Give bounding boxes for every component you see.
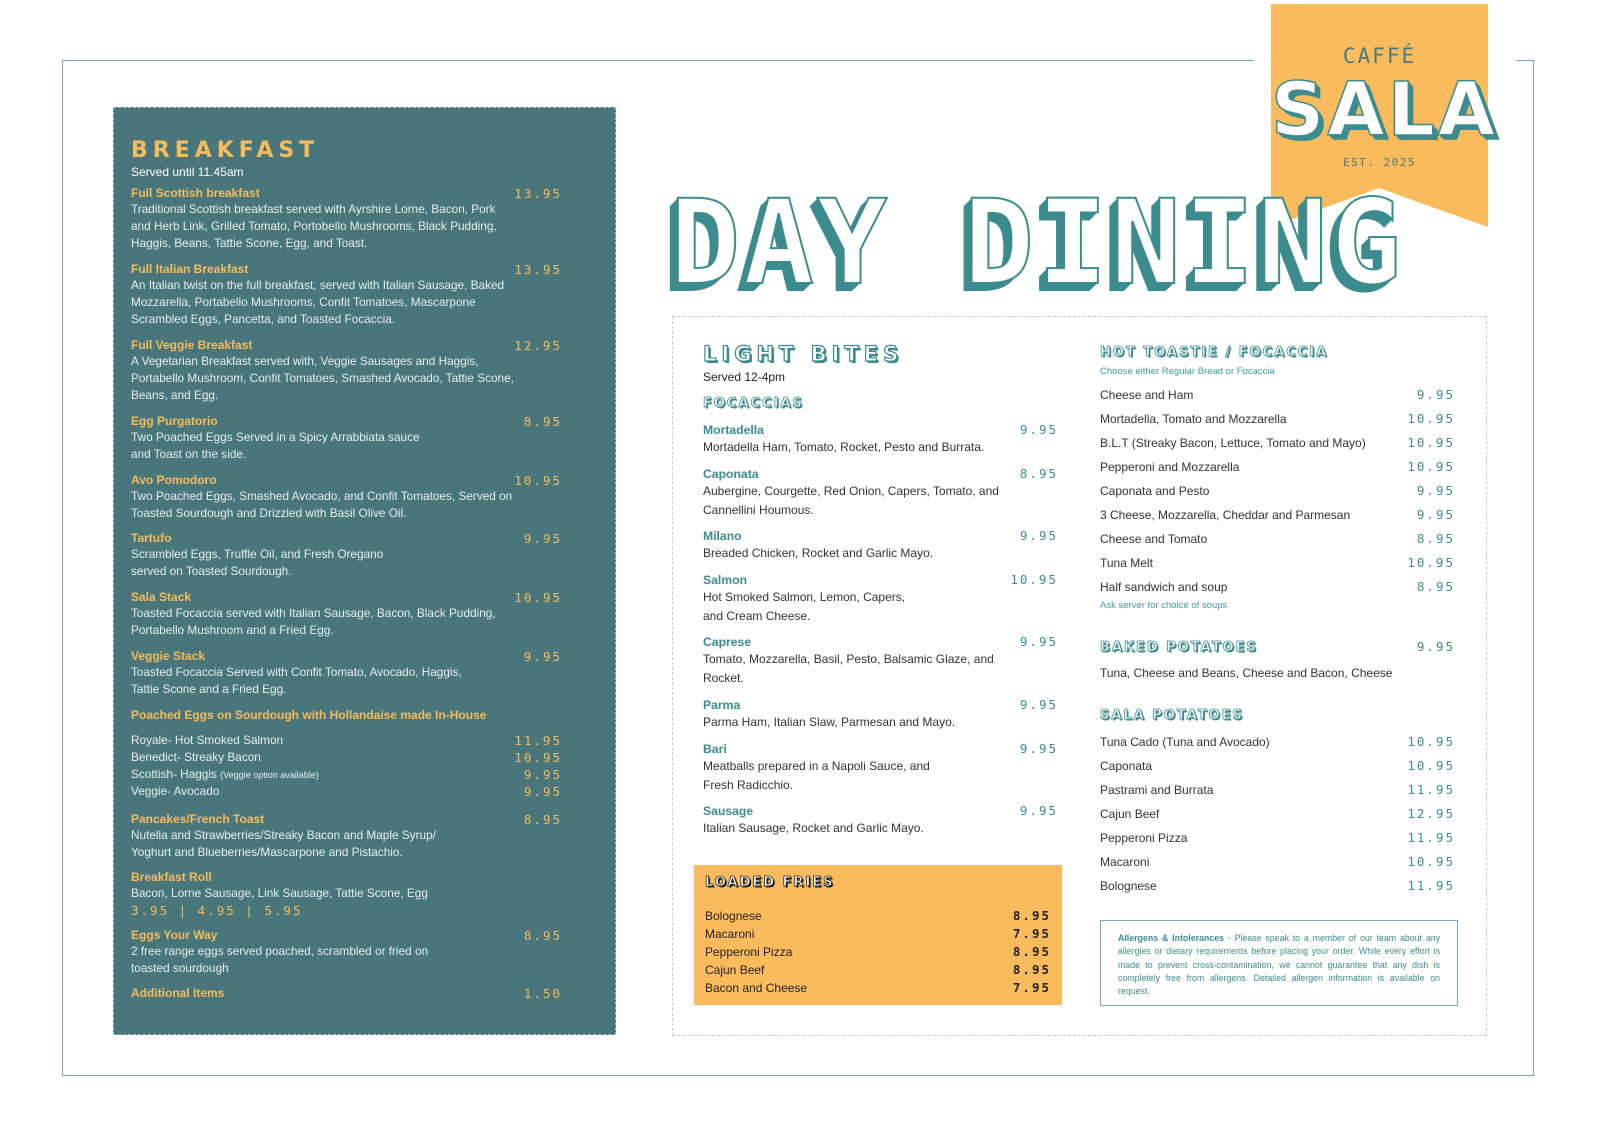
item-price: 7.95 bbox=[1012, 980, 1051, 995]
item-price: 10.95 bbox=[1407, 758, 1455, 773]
baked-potatoes-heading: BAKED POTATOES bbox=[1100, 640, 1258, 655]
menu-item bbox=[131, 590, 601, 639]
list-item bbox=[1100, 434, 1455, 452]
item-desc: Traditional Scottish breakfast served with Ayrshire Lorne, Bacon, Pork and Herb Link, Grilled Tomato, Portobello Mushrooms, Black Pudding, Haggis, Beans, Tattie Scone, Egg, and Toast. bbox=[131, 202, 497, 250]
item-name: Cajun Beef bbox=[705, 963, 765, 977]
item-price: 10.95 bbox=[514, 590, 562, 605]
item-price: 10.95 bbox=[1407, 734, 1455, 749]
item-price: 8.95 bbox=[523, 414, 562, 429]
list-item bbox=[1100, 757, 1455, 775]
item-price: 10.95 bbox=[1407, 459, 1455, 474]
list-item bbox=[1100, 482, 1455, 500]
item-price: 10.95 bbox=[1407, 854, 1455, 869]
menu-item bbox=[131, 649, 601, 698]
list-item bbox=[1100, 386, 1455, 404]
item-name: Cheese and Tomato bbox=[1100, 532, 1208, 546]
loaded-fries-box bbox=[694, 865, 1062, 1005]
menu-item bbox=[131, 812, 601, 861]
item-price: 9.95 bbox=[523, 531, 562, 546]
item-desc: Tomato, Mozzarella, Basil, Pesto, Balsamic Glaze, and Rocket. bbox=[703, 652, 994, 685]
item-name: Tartufo bbox=[131, 531, 172, 545]
list-item bbox=[131, 766, 601, 783]
item-price: 11.95 bbox=[1407, 830, 1455, 845]
list-item bbox=[1100, 554, 1455, 572]
badge-caffe: CAFFÉ bbox=[1342, 44, 1417, 68]
menu-item bbox=[131, 473, 601, 522]
item-name: Bolognese bbox=[705, 909, 762, 923]
menu-item bbox=[703, 528, 1058, 563]
item-name: Sausage bbox=[703, 804, 754, 818]
item-desc: Scrambled Eggs, Truffle Oil, and Fresh Oregano served on Toasted Sourdough. bbox=[131, 547, 384, 578]
item-name: Cajun Beef bbox=[1100, 807, 1160, 821]
item-price: 7.95 bbox=[1012, 926, 1051, 941]
list-item bbox=[1100, 506, 1455, 524]
item-price: 13.95 bbox=[514, 186, 562, 201]
menu-item bbox=[131, 531, 601, 580]
list-item bbox=[705, 961, 1051, 979]
menu-item bbox=[131, 928, 601, 977]
item-price: 8.95 bbox=[1012, 962, 1051, 977]
list-item bbox=[1100, 829, 1455, 847]
item-name: Breakfast Roll bbox=[131, 870, 212, 884]
list-item bbox=[1100, 733, 1455, 751]
item-desc: Two Poached Eggs, Smashed Avocado, and Confit Tomatoes, Served on Toasted Sourdough and Drizzled with Basil Olive Oil. bbox=[131, 489, 513, 520]
menu-item bbox=[703, 741, 1058, 795]
item-price: 8.95 bbox=[1012, 944, 1051, 959]
item-price: 9.95 bbox=[1416, 507, 1455, 522]
item-price: 10.95 bbox=[1010, 572, 1058, 587]
item-price: 1.50 bbox=[523, 986, 562, 1001]
item-name: Bari bbox=[703, 742, 727, 756]
item-name: Macaroni bbox=[1100, 855, 1150, 869]
baked-potatoes-desc: Tuna, Cheese and Beans, Cheese and Bacon, Cheese bbox=[1100, 666, 1393, 680]
list-item bbox=[1100, 578, 1455, 596]
item-desc: Bacon, Lorne Sausage, Link Sausage, Tattie Scone, Egg bbox=[131, 886, 428, 900]
item-price: 12.95 bbox=[514, 338, 562, 353]
item-name: Eggs Your Way bbox=[131, 928, 218, 942]
item-price: 8.95 bbox=[1416, 531, 1455, 546]
menu-item bbox=[703, 572, 1058, 626]
item-name: Caponata and Pesto bbox=[1100, 484, 1210, 498]
item-desc: Mortadella Ham, Tomato, Rocket, Pesto and Burrata. bbox=[703, 440, 985, 454]
item-price: 10.95 bbox=[1407, 411, 1455, 426]
item-name: Macaroni bbox=[705, 927, 755, 941]
item-price: 8.95 bbox=[523, 928, 562, 943]
item-name: Milano bbox=[703, 529, 742, 543]
item-price: 9.95 bbox=[1019, 528, 1058, 543]
item-name: Full Veggie Breakfast bbox=[131, 338, 253, 352]
menu-item bbox=[131, 338, 601, 404]
item-name: Caponata bbox=[703, 467, 759, 481]
item-desc: Two Poached Eggs Served in a Spicy Arrabbiata sauce and Toast on the side. bbox=[131, 430, 420, 461]
item-name: Scottish- Haggis bbox=[131, 767, 217, 781]
item-name: Half sandwich and soup bbox=[1100, 580, 1228, 594]
menu-item bbox=[131, 414, 601, 463]
menu-item bbox=[703, 634, 1058, 688]
list-item bbox=[705, 943, 1051, 961]
allergen-label: Allergens & Intolerances bbox=[1118, 933, 1224, 943]
list-item bbox=[1100, 410, 1455, 428]
item-name: Full Scottish breakfast bbox=[131, 186, 260, 200]
item-note: (Veggie option available) bbox=[220, 770, 319, 780]
badge-logo-name: SALA bbox=[1271, 67, 1498, 153]
item-price: 13.95 bbox=[514, 262, 562, 277]
item-price: 11.95 bbox=[1407, 878, 1455, 893]
light-bites-heading: LIGHT BITES bbox=[703, 342, 904, 366]
item-name: Pancakes/French Toast bbox=[131, 812, 265, 826]
sala-potatoes-heading: SALA POTATOES bbox=[1100, 708, 1244, 723]
list-item bbox=[1100, 877, 1455, 895]
item-desc: Toasted Focaccia Served with Confit Tomato, Avocado, Haggis, Tattie Scone and a Fried Egg. bbox=[131, 665, 462, 696]
item-desc: An Italian twist on the full breakfast, served with Italian Sausage, Baked Mozzarella, Portabello Mushrooms, Confit Tomatoes, Mascarpone Scrambled Eggs, Pancetta, and Toasted Focaccia. bbox=[131, 278, 505, 326]
item-name: Pastrami and Burrata bbox=[1100, 783, 1214, 797]
poached-heading: Poached Eggs on Sourdough with Hollandaise made In-House bbox=[131, 708, 487, 722]
toastie-note: Choose either Regular Bread or Focaccia bbox=[1100, 366, 1275, 377]
list-item bbox=[131, 749, 601, 766]
item-price: 11.95 bbox=[1407, 782, 1455, 797]
item-price: 9.95 bbox=[1019, 422, 1058, 437]
breakfast-subtitle: Served until 11.45am bbox=[131, 165, 244, 179]
item-name: Bolognese bbox=[1100, 879, 1157, 893]
menu-item bbox=[131, 986, 601, 1001]
item-name: Sala Stack bbox=[131, 590, 192, 604]
item-name: Pepperoni Pizza bbox=[1100, 831, 1188, 845]
item-name: Additional Items bbox=[131, 986, 225, 1000]
item-desc: Aubergine, Courgette, Red Onion, Capers, Tomato, and Cannellini Houmous. bbox=[703, 484, 999, 517]
poached-eggs-section bbox=[131, 708, 601, 800]
item-name: Salmon bbox=[703, 573, 748, 587]
item-price: 8.95 bbox=[523, 812, 562, 827]
item-price: 9.95 bbox=[1019, 634, 1058, 649]
item-name: Royale- Hot Smoked Salmon bbox=[131, 733, 284, 747]
item-price: 9.95 bbox=[1416, 639, 1455, 654]
item-name: Pepperoni Pizza bbox=[705, 945, 793, 959]
item-price: 9.95 bbox=[523, 649, 562, 664]
page-title: DAY DINING bbox=[670, 174, 1405, 311]
list-item bbox=[705, 925, 1051, 943]
menu-item bbox=[131, 870, 601, 919]
item-name: Avo Pomodoro bbox=[131, 473, 217, 487]
item-name: Egg Purgatorio bbox=[131, 414, 218, 428]
item-price: 9.95 bbox=[1019, 741, 1058, 756]
item-desc: Nutella and Strawberries/Streaky Bacon and Maple Syrup/ Yoghurt and Blueberries/Mascarpone and Pistachio. bbox=[131, 828, 436, 859]
item-price: 9.95 bbox=[1019, 803, 1058, 818]
item-price: 10.95 bbox=[514, 750, 562, 765]
item-name: Bacon and Cheese bbox=[705, 981, 808, 995]
breakfast-heading: BREAKFAST bbox=[131, 138, 320, 163]
item-name: 3 Cheese, Mozzarella, Cheddar and Parmesan bbox=[1100, 508, 1351, 522]
roll-prices: 3.95 | 4.95 | 5.95 bbox=[131, 903, 303, 918]
item-name: Full Italian Breakfast bbox=[131, 262, 249, 276]
allergen-text: - Please speak to a member of our team about any allergies or dietary requirements before placing your order. While every effort is made to prevent cross-contamination, we cannot guarantee that any dish is completely free from allergens. Detailed allergen information is available on request. bbox=[1118, 933, 1441, 997]
item-price: 9.95 bbox=[523, 767, 562, 782]
item-name: Caponata bbox=[1100, 759, 1153, 773]
item-price: 8.95 bbox=[1416, 579, 1455, 594]
item-price: 8.95 bbox=[1019, 466, 1058, 481]
item-name: Veggie Stack bbox=[131, 649, 206, 663]
item-name: Benedict- Streaky Bacon bbox=[131, 750, 261, 764]
list-item bbox=[705, 979, 1051, 997]
item-desc: 2 free range eggs served poached, scrambled or fried on toasted sourdough bbox=[131, 944, 429, 975]
list-item bbox=[1100, 805, 1455, 823]
list-item bbox=[1100, 458, 1455, 476]
item-price: 8.95 bbox=[1012, 908, 1051, 923]
badge-est: EST. 2025 bbox=[1342, 156, 1417, 169]
list-item bbox=[1100, 781, 1455, 799]
menu-item bbox=[131, 262, 601, 328]
loaded-fries-heading: LOADED FRIES bbox=[705, 875, 835, 890]
item-desc: Meatballs prepared in a Napoli Sauce, and Fresh Radicchio. bbox=[703, 759, 930, 792]
item-desc: Italian Sausage, Rocket and Garlic Mayo. bbox=[703, 821, 924, 835]
menu-item bbox=[703, 803, 1058, 838]
menu-item bbox=[703, 466, 1058, 520]
focaccias-heading: FOCACCIAS bbox=[703, 396, 804, 411]
soup-note: Ask server for choice of soups bbox=[1100, 600, 1228, 611]
item-price: 11.95 bbox=[514, 733, 562, 748]
menu-item bbox=[703, 422, 1058, 457]
item-price: 10.95 bbox=[1407, 555, 1455, 570]
list-item bbox=[705, 907, 1051, 925]
item-price: 12.95 bbox=[1407, 806, 1455, 821]
item-price: 9.95 bbox=[523, 784, 562, 799]
light-bites-subtitle: Served 12-4pm bbox=[703, 370, 786, 384]
item-name: Tuna Melt bbox=[1100, 556, 1153, 570]
item-desc: Toasted Focaccia served with Italian Sausage, Bacon, Black Pudding, Portabello Mushroom and a Fried Egg. bbox=[131, 606, 496, 637]
item-name: Veggie- Avocado bbox=[131, 784, 220, 798]
item-price: 9.95 bbox=[1019, 697, 1058, 712]
toastie-heading: HOT TOASTIE / FOCACCIA bbox=[1100, 345, 1329, 360]
allergen-notice bbox=[1100, 920, 1458, 1006]
item-desc: A Vegetarian Breakfast served with, Veggie Sausages and Haggis, Portabello Mushroom, Confit Tomatoes, Smashed Avocado, Tattie Scone, Beans, and Egg. bbox=[131, 354, 514, 402]
item-name: Parma bbox=[703, 698, 741, 712]
breakfast-panel bbox=[113, 107, 616, 1035]
item-desc: Hot Smoked Salmon, Lemon, Capers, and Cream Cheese. bbox=[703, 590, 906, 623]
item-desc: Breaded Chicken, Rocket and Garlic Mayo. bbox=[703, 546, 934, 560]
item-price: 10.95 bbox=[514, 473, 562, 488]
item-name: Pepperoni and Mozzarella bbox=[1100, 460, 1240, 474]
item-name: Tuna Cado (Tuna and Avocado) bbox=[1100, 735, 1270, 749]
list-item bbox=[131, 783, 601, 800]
item-name: Mortadella, Tomato and Mozzarella bbox=[1100, 412, 1287, 426]
item-price: 9.95 bbox=[1416, 483, 1455, 498]
menu-item bbox=[131, 186, 601, 252]
item-name: Cheese and Ham bbox=[1100, 388, 1194, 402]
list-item bbox=[131, 732, 601, 749]
list-item bbox=[1100, 530, 1455, 548]
item-name: B.L.T (Streaky Bacon, Lettuce, Tomato and Mayo) bbox=[1100, 436, 1366, 450]
item-price: 10.95 bbox=[1407, 435, 1455, 450]
list-item bbox=[1100, 853, 1455, 871]
item-name: Mortadella bbox=[703, 423, 764, 437]
menu-item bbox=[703, 697, 1058, 732]
item-price: 9.95 bbox=[1416, 387, 1455, 402]
item-name: Caprese bbox=[703, 635, 752, 649]
item-desc: Parma Ham, Italian Slaw, Parmesan and Mayo. bbox=[703, 715, 956, 729]
